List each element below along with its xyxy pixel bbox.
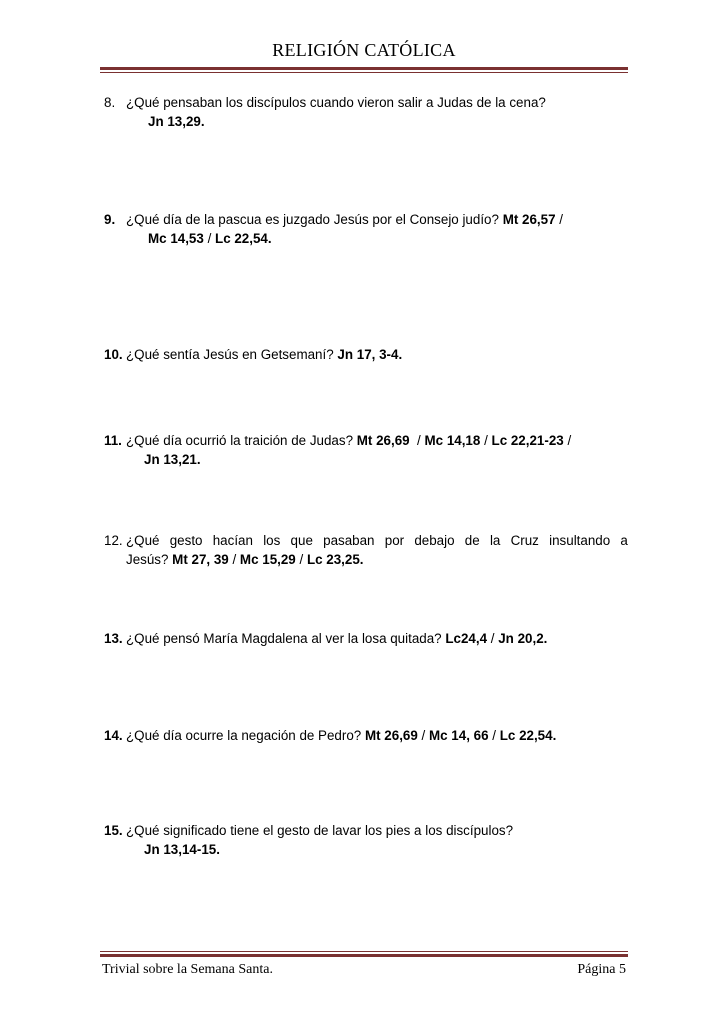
bible-reference: Lc 23,25. <box>306 552 364 567</box>
page-header-title: RELIGIÓN CATÓLICA <box>272 40 456 60</box>
bible-reference: Lc 22,54. <box>499 728 557 743</box>
question-word: por <box>384 533 405 548</box>
question-text: ¿Qué día ocurre la negación de Pedro? <box>126 728 362 743</box>
question-13 <box>104 629 628 648</box>
reference-separator: / <box>409 433 425 448</box>
bible-reference: Jn 17, 3-4. <box>337 347 403 362</box>
reference-separator: / <box>487 631 499 646</box>
reference-separator: / <box>555 212 563 227</box>
question-11 <box>104 431 628 469</box>
reference-separator: / <box>295 552 307 567</box>
reference-separator: / <box>417 728 429 743</box>
question-text: ¿Qué sentía Jesús en Getsemaní? <box>126 347 334 362</box>
bible-reference: Jn 13,21. <box>144 452 201 467</box>
question-word: que <box>290 533 313 548</box>
bible-reference: Mt 26,69 <box>364 728 418 743</box>
bible-reference: Mc 14, 66 <box>428 728 489 743</box>
question-number: 11. <box>104 433 122 448</box>
question-word: ¿Qué <box>126 533 160 548</box>
question-number: 13. <box>104 631 123 646</box>
bible-reference: Mt 27, 39 <box>172 552 229 567</box>
question-word: Cruz <box>510 533 539 548</box>
question-word: la <box>489 533 501 548</box>
footer-rule-thin <box>100 951 628 952</box>
question-text: ¿Qué significado tiene el gesto de lavar los pies a los discípulos? <box>126 823 514 838</box>
question-text: ¿Qué pensó María Magdalena al ver la losa quitada? <box>126 631 442 646</box>
question-8 <box>104 93 628 131</box>
question-number: 15. <box>104 823 123 838</box>
bible-reference: Mt 26,69 <box>356 433 410 448</box>
question-number: 8. <box>104 95 116 110</box>
question-text: Jesús? <box>126 552 169 567</box>
bible-reference: Mc 14,18 <box>424 433 481 448</box>
reference-separator: / <box>203 231 216 246</box>
reference-separator: / <box>488 728 500 743</box>
bible-reference: Jn 13,14-15. <box>144 842 220 857</box>
footer-rule-thick <box>100 954 628 957</box>
question-word: pasaban <box>323 533 375 548</box>
question-number: 12. <box>104 533 123 548</box>
question-9 <box>104 210 628 248</box>
bible-reference: Mc 14,53 <box>148 231 204 246</box>
question-14 <box>104 726 628 745</box>
question-word: debajo <box>414 533 455 548</box>
bible-reference: Jn 13,29. <box>148 114 205 129</box>
bible-reference: Mc 15,29 <box>239 552 296 567</box>
question-word: los <box>263 533 281 548</box>
header-rule-thin <box>100 72 628 73</box>
bible-reference: Jn 20,2. <box>498 631 548 646</box>
reference-separator: / <box>228 552 240 567</box>
footer-page-number: Página 5 <box>577 962 626 977</box>
question-number: 10. <box>104 347 123 362</box>
bible-reference: Lc24,4 <box>445 631 488 646</box>
bible-reference: Lc 22,21-23 <box>491 433 564 448</box>
question-text: ¿Qué día ocurrió la traición de Judas? <box>126 433 354 448</box>
question-text: ¿Qué día de la pascua es juzgado Jesús por el Consejo judío? <box>126 212 499 227</box>
question-10 <box>104 345 628 364</box>
question-word: gesto <box>169 533 203 548</box>
question-word: a <box>620 533 628 548</box>
question-15 <box>104 821 628 859</box>
bible-reference: Mt 26,57 <box>502 212 556 227</box>
question-12 <box>104 531 628 569</box>
reference-separator: / <box>563 433 572 448</box>
footer-document-title: Trivial sobre la Semana Santa. <box>102 962 273 977</box>
bible-reference: Lc 22,54. <box>215 231 272 246</box>
question-word: de <box>464 533 480 548</box>
header-rule-thick <box>100 67 628 70</box>
question-number: 9. <box>104 212 116 227</box>
question-number: 14. <box>104 728 123 743</box>
question-word: hacían <box>212 533 253 548</box>
reference-separator: / <box>480 433 492 448</box>
question-text: ¿Qué pensaban los discípulos cuando vieron salir a Judas de la cena? <box>126 95 546 110</box>
question-word: insultando <box>549 533 611 548</box>
